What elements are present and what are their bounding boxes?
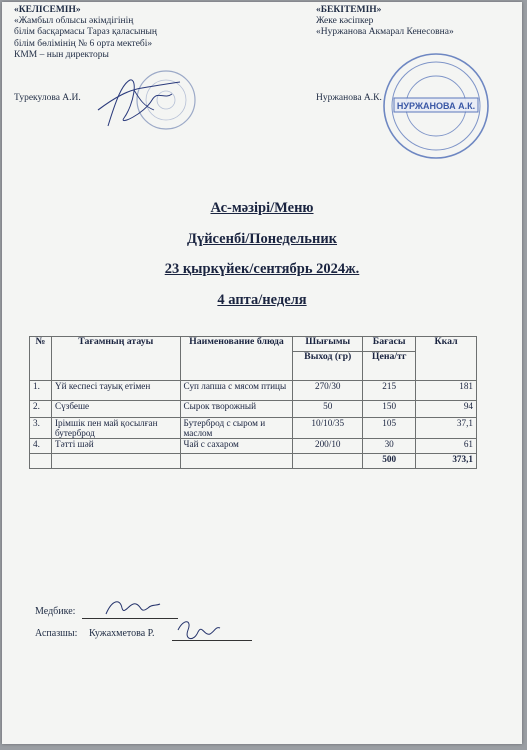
right-approval-line: «Нуржанова Акмарал Кенесовна» <box>316 27 454 38</box>
table-row <box>30 401 477 418</box>
date-title: 23 қыркүйек/сентябрь 2024ж. <box>164 261 360 277</box>
cook-name: Кужахметова Р. <box>89 628 155 639</box>
cell-num: 2. <box>30 401 52 418</box>
cell-yield: 10/10/35 <box>293 418 363 439</box>
cell-name-ru: Бутерброд с сыром и маслом <box>180 418 293 439</box>
week-title: 4 апта/неделя <box>217 292 307 308</box>
nurse-signature <box>102 594 162 622</box>
right-approval-line: Жеке кәсіпкер <box>316 16 374 27</box>
cook-signature <box>174 616 224 646</box>
header-num: № <box>30 337 52 381</box>
table-row <box>30 439 477 454</box>
stamp-label: НУРЖАНОВА А.К. <box>396 101 476 111</box>
left-approval-title: «КЕЛІСЕМІН» <box>14 5 81 15</box>
header-name-kz: Тағамның атауы <box>51 337 180 381</box>
cell-name-ru: Чай с сахаром <box>180 439 293 454</box>
cell-price: 30 <box>363 439 416 454</box>
left-approval-line: білім басқармасы Тараз қаласының <box>14 27 157 38</box>
table-total-row <box>30 454 477 469</box>
cell-yield: 270/30 <box>293 381 363 401</box>
cell-name-ru: Суп лапша с мясом птицы <box>180 381 293 401</box>
right-signer-name: Нуржанова А.К. <box>316 93 382 103</box>
cell-kcal: 181 <box>416 381 477 401</box>
document-page <box>2 2 522 744</box>
cell-price: 105 <box>363 418 416 439</box>
cell-empty <box>51 454 180 469</box>
cell-name-kz: Үй кеспесі тауық етімен <box>51 381 180 401</box>
table-row <box>30 418 477 439</box>
header-yield: Шығымы <box>293 337 363 352</box>
right-approval-block <box>316 5 454 39</box>
cell-kcal: 37,1 <box>416 418 477 439</box>
header-kcal: Ккал <box>416 337 477 381</box>
cell-num: 3. <box>30 418 52 439</box>
left-approval-line: КММ – нын директоры <box>14 49 109 60</box>
cell-price: 215 <box>363 381 416 401</box>
left-approval-line: білім бөлімінің № 6 орта мектебі» <box>14 38 153 49</box>
right-approval-title: «БЕКІТЕМІН» <box>316 5 382 15</box>
cell-kcal: 61 <box>416 439 477 454</box>
cell-name-kz: Сүзбеше <box>51 401 180 418</box>
cell-num: 4. <box>30 439 52 454</box>
header-yield-ru: Выход (гр) <box>293 352 363 381</box>
cell-num: 1. <box>30 381 52 401</box>
left-approval-block <box>14 5 157 61</box>
table-row <box>30 381 477 401</box>
cell-empty <box>293 454 363 469</box>
cell-name-ru: Сырок творожный <box>180 401 293 418</box>
header-name-ru: Наименование блюда <box>180 337 293 381</box>
day-title: Дүйсенбі/Понедельник <box>186 231 338 247</box>
cell-empty <box>180 454 293 469</box>
header-price: Бағасы <box>363 337 416 352</box>
director-signature <box>94 70 184 132</box>
total-price: 500 <box>363 454 416 469</box>
cell-empty <box>30 454 52 469</box>
menu-table <box>29 336 477 469</box>
cell-name-kz: Тәтті шәй <box>51 439 180 454</box>
cell-yield: 50 <box>293 401 363 418</box>
menu-title: Ас-мәзірі/Меню <box>210 200 314 216</box>
cook-label: Аспазшы: <box>35 628 78 639</box>
header-price-ru: Цена/тг <box>363 352 416 381</box>
nurse-label: Медбике: <box>35 606 76 617</box>
total-kcal: 373,1 <box>416 454 477 469</box>
left-approval-line: «Жамбыл облысы әкімдігінің <box>14 16 134 27</box>
left-signer-name: Турекулова А.И. <box>14 93 81 103</box>
cell-price: 150 <box>363 401 416 418</box>
cell-kcal: 94 <box>416 401 477 418</box>
cell-yield: 200/10 <box>293 439 363 454</box>
cell-name-kz: Ірімшік пен май қосылған бутерброд <box>51 418 180 439</box>
entrepreneur-stamp <box>380 50 492 162</box>
table-header-row <box>30 337 477 352</box>
